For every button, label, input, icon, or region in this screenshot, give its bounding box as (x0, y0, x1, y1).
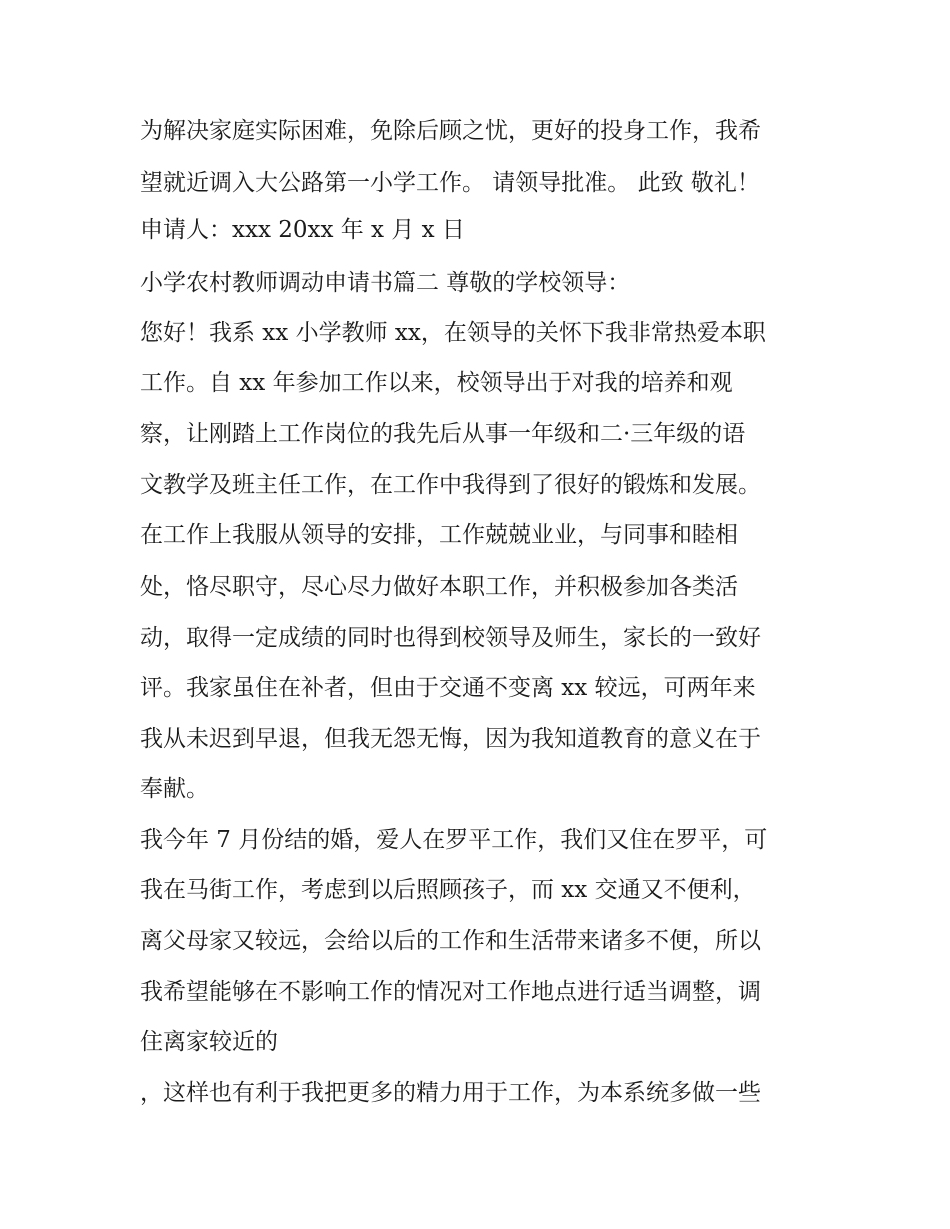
text-line: 我从未迟到早退，但我无怨无悔，因为我知道教育的意义在于 (140, 726, 761, 752)
text-line: 评。我家虽住在补者，但由于交通不变离 xx 较远，可两年来 (140, 675, 756, 701)
text-line: 我在马街工作，考虑到以后照顾孩子，而 xx 交通又不便利， (140, 877, 756, 903)
text-line: 我今年 7 月份结的婚，爱人在罗平工作，我们又住在罗平，可 (140, 827, 768, 853)
text-line: 奉献。 (140, 776, 209, 802)
text-line: 住离家较近的 (140, 1029, 278, 1055)
text-line: 离父母家又较远，会给以后的工作和生活带来诸多不便，所以 (140, 928, 761, 954)
text-line: 小学农村教师调动申请书篇二 尊敬的学校领导： (140, 270, 631, 296)
text-line: 望就近调入大公路第一小学工作。 请领导批准。 此致 敬礼！ (140, 170, 760, 196)
text-line: 动，取得一定成绩的同时也得到校领导及师生，家长的一致好 (140, 625, 761, 651)
text-line: 我希望能够在不影响工作的情况对工作地点进行适当调整，调 (140, 979, 761, 1005)
text-line: 工作。自 xx 年参加工作以来，校领导出于对我的培养和观 (140, 370, 733, 396)
text-line: ，这样也有利于我把更多的精力用于工作，为本系统多做一些 (140, 1080, 761, 1106)
text-line: 文教学及班主任工作，在工作中我得到了很好的锻炼和发展。 (140, 472, 761, 498)
text-line: 您好！我系 xx 小学教师 xx，在领导的关怀下我非常热爱本职 (140, 320, 766, 346)
text-line: 为解决家庭实际困难，免除后顾之忧，更好的投身工作，我希 (140, 118, 761, 144)
text-line: 处，恪尽职守，尽心尽力做好本职工作，并积极参加各类活 (140, 574, 738, 600)
text-line: 申请人：xxx 20xx 年 x 月 x 日 (140, 217, 465, 243)
text-line: 在工作上我服从领导的安排，工作兢兢业业，与同事和睦相 (140, 522, 738, 548)
text-line: 察，让刚踏上工作岗位的我先后从事一年级和二·三年级的语 (140, 421, 746, 447)
